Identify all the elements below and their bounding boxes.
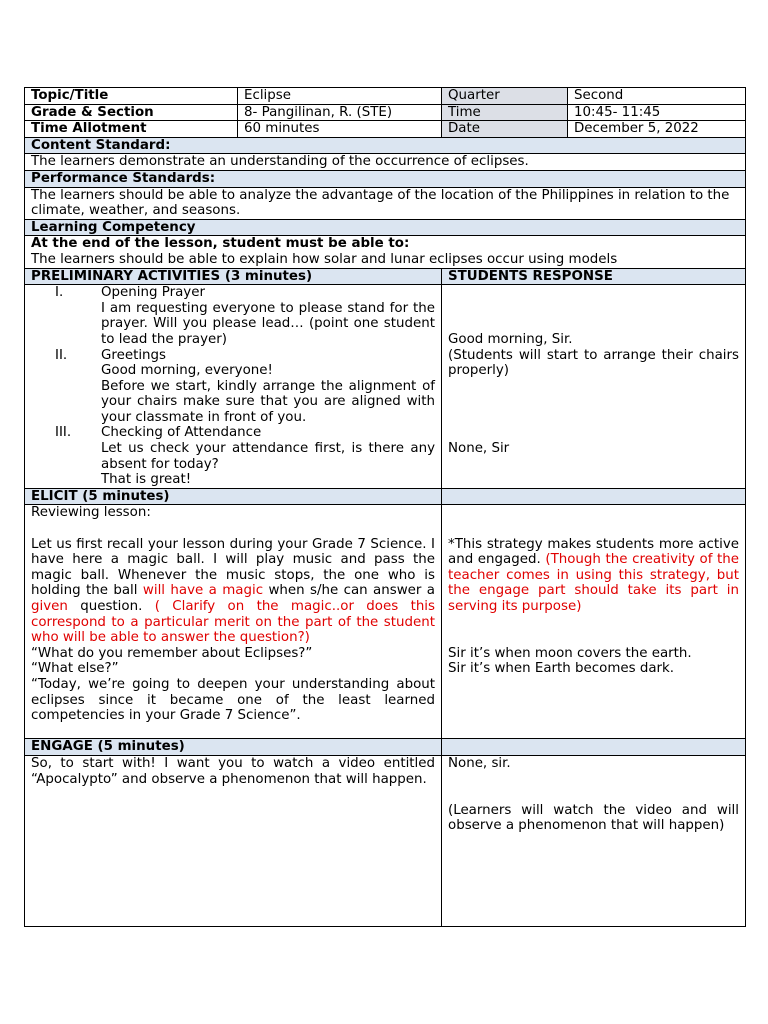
performance-standards-text: The learners should be able to analyze the advantage of the location of the Philippines in relation to the climate, weather, and seasons. bbox=[25, 187, 746, 219]
grade-value: 8- Pangilinan, R. (STE) bbox=[238, 104, 442, 121]
quarter-label: Quarter bbox=[442, 88, 568, 105]
greetings-text-1: Good morning, everyone! bbox=[101, 363, 273, 379]
attendance-title: Checking of Attendance bbox=[101, 425, 262, 441]
elicit-question-1: “What do you remember about Eclipses?” bbox=[31, 645, 313, 661]
response-none-sir: None, Sir bbox=[448, 441, 510, 457]
time-value: 10:45- 11:45 bbox=[568, 104, 746, 121]
elicit-question-2: “What else?” bbox=[31, 661, 119, 677]
response-good-morning: Good morning, Sir. bbox=[448, 331, 573, 347]
topic-label: Topic/Title bbox=[25, 88, 238, 105]
reviewing-lesson-label: Reviewing lesson: bbox=[31, 505, 151, 521]
learning-competency-text: The learners should be able to explain how solar and lunar eclipses occur using models bbox=[31, 251, 618, 267]
learning-competency-subheading: At the end of the lesson, student must be able to: bbox=[31, 236, 410, 252]
response-arrange-chairs: (Students will start to arrange their chairs properly) bbox=[448, 347, 739, 379]
elicit-response-heading bbox=[442, 488, 746, 505]
list-item: II. Greetings Good morning, everyone! Before we start, kindly arrange the alignment of your chairs make sure that you are aligned with your classmate in front of you. bbox=[55, 347, 435, 425]
list-item: I. Opening Prayer I am requesting everyone to please stand for the prayer. Will you please lead… (point one student to lead the prayer) bbox=[55, 285, 435, 347]
opening-prayer-text: I am requesting everyone to please stand for the prayer. Will you please lead… (point one student to lead the prayer) bbox=[101, 300, 435, 347]
date-label: Date bbox=[442, 121, 568, 138]
topic-value: Eclipse bbox=[238, 88, 442, 105]
lesson-plan-table bbox=[24, 87, 746, 927]
elicit-strategy-note: *This strategy makes students more active and engaged. (Though the creativity of the teacher comes in using this strategy, but the engage part should take its part in serving its purpose) bbox=[448, 536, 739, 614]
grade-label: Grade & Section bbox=[25, 104, 238, 121]
attendance-text-2: That is great! bbox=[101, 472, 192, 488]
opening-prayer-title: Opening Prayer bbox=[101, 285, 205, 301]
allotment-value: 60 minutes bbox=[238, 121, 442, 138]
elicit-heading: ELICIT (5 minutes) bbox=[25, 488, 442, 505]
list-item: III. Checking of Attendance Let us check your attendance first, is there any absent for today? That is great! bbox=[55, 425, 435, 488]
elicit-response-moon: Sir it’s when moon covers the earth. bbox=[448, 645, 692, 661]
engage-responses-cell bbox=[442, 756, 746, 927]
engage-text: So, to start with! I want you to watch a video entitled “Apocalypto” and observe a phenomenon that will happen. bbox=[25, 756, 442, 927]
elicit-cell bbox=[25, 505, 442, 739]
students-response-heading: STUDENTS RESPONSE bbox=[442, 268, 746, 285]
attendance-text-1: Let us check your attendance first, is there any absent for today? bbox=[101, 441, 435, 472]
preliminary-activities-cell bbox=[25, 285, 442, 489]
lesson-plan bbox=[24, 87, 745, 927]
quarter-value: Second bbox=[568, 88, 746, 105]
content-standard-heading: Content Standard: bbox=[25, 137, 746, 154]
engage-heading: ENGAGE (5 minutes) bbox=[25, 739, 442, 756]
header-row-allotment bbox=[25, 121, 746, 138]
elicit-response-earth: Sir it’s when Earth becomes dark. bbox=[448, 661, 675, 677]
greetings-title: Greetings bbox=[101, 347, 166, 363]
elicit-statement: “Today, we’re going to deepen your understanding about eclipses since it became one of the least learned competencies in your Grade 7 Science”. bbox=[31, 676, 435, 724]
header-row-topic bbox=[25, 88, 746, 105]
engage-response-heading bbox=[442, 739, 746, 756]
content-standard-text: The learners demonstrate an understanding of the occurrence of eclipses. bbox=[25, 154, 746, 171]
allotment-label: Time Allotment bbox=[25, 121, 238, 138]
preliminary-heading: PRELIMINARY ACTIVITIES (3 minutes) bbox=[25, 268, 442, 285]
date-value: December 5, 2022 bbox=[568, 121, 746, 138]
header-row-grade bbox=[25, 104, 746, 121]
preliminary-responses-cell bbox=[442, 285, 746, 489]
greetings-text-2: Before we start, kindly arrange the alignment of your chairs make sure that you are aligned with your classmate in front of you. bbox=[101, 378, 435, 425]
learning-competency-heading: Learning Competency bbox=[25, 219, 746, 236]
learning-competency-cell bbox=[25, 236, 746, 268]
time-label: Time bbox=[442, 104, 568, 121]
performance-standards-heading: Performance Standards: bbox=[25, 170, 746, 187]
elicit-paragraph: Let us first recall your lesson during your Grade 7 Science. I have here a magic ball. I will play music and pass the magic ball. Whenever the music stops, the one who is holding the ball will have a magic when s/he can answer a given question. ( Clarify on the magic..or does this correspond to a particular merit on the part of the student who will be able to answer the question?) bbox=[31, 536, 435, 646]
elicit-responses-cell bbox=[442, 505, 746, 739]
engage-response-watch: (Learners will watch the video and will observe a phenomenon that will happen) bbox=[448, 802, 739, 834]
engage-response-none: None, sir. bbox=[448, 756, 511, 772]
